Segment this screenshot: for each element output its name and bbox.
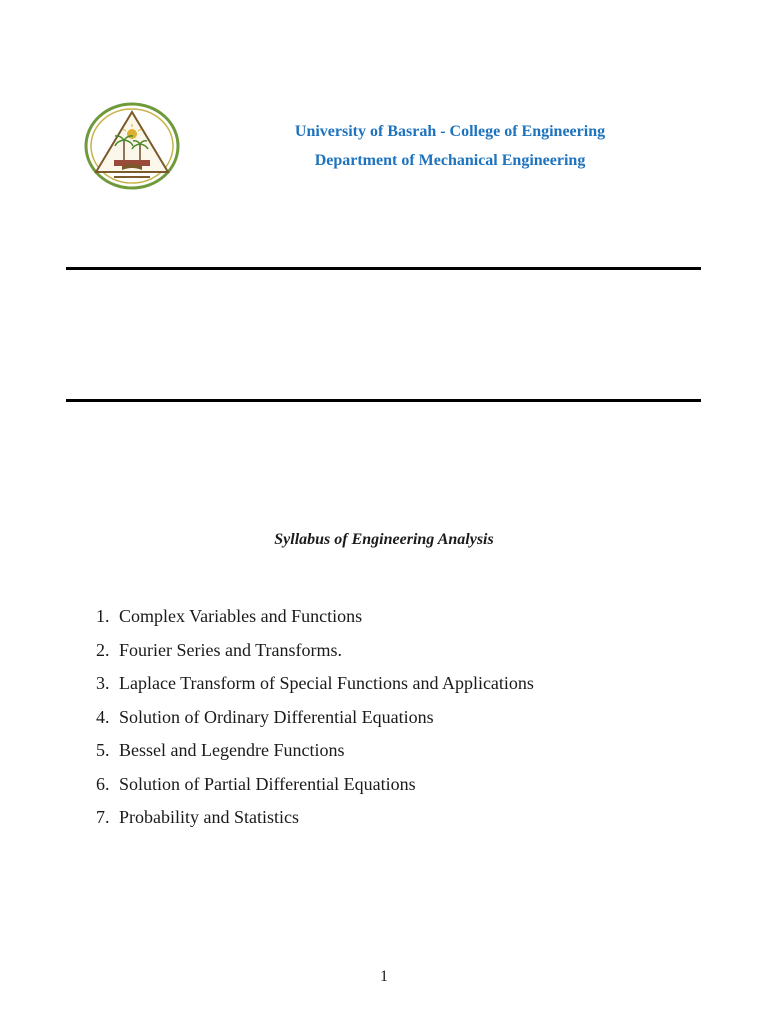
header-divider-bottom xyxy=(66,399,701,402)
topic-number: 4. xyxy=(96,706,110,727)
topic-number: 7. xyxy=(96,807,110,827)
syllabus-topic-list xyxy=(96,603,534,838)
topic-label: Bessel and Legendre Functions xyxy=(119,740,345,760)
topic-number: 5. xyxy=(96,740,110,760)
header-divider-top xyxy=(66,267,701,270)
list-item xyxy=(96,637,534,671)
topic-number: 1. xyxy=(96,606,110,626)
topic-number: 6. xyxy=(96,773,110,794)
page-number: 1 xyxy=(380,968,388,985)
list-item xyxy=(96,670,534,704)
syllabus-title: Syllabus of Engineering Analysis xyxy=(274,531,494,548)
topic-label: Solution of Partial Differential Equations xyxy=(119,773,416,794)
topic-label: Complex Variables and Functions xyxy=(119,606,363,626)
department-title: Department of Mechanical Engineering xyxy=(314,152,586,169)
list-item xyxy=(96,804,534,838)
university-seal-icon xyxy=(68,100,196,192)
topic-label: Laplace Transform of Special Functions and Applications xyxy=(119,673,534,693)
topic-label: Fourier Series and Transforms. xyxy=(119,639,342,660)
list-item xyxy=(96,704,534,738)
list-item xyxy=(96,603,534,637)
topic-label: Probability and Statistics xyxy=(119,807,299,827)
university-title: University of Basrah - College of Engineering xyxy=(294,123,606,140)
institution-header xyxy=(230,117,670,175)
topic-number: 3. xyxy=(96,673,110,693)
list-item xyxy=(96,771,534,805)
list-item xyxy=(96,737,534,771)
topic-label: Solution of Ordinary Differential Equations xyxy=(119,706,434,727)
topic-number: 2. xyxy=(96,639,110,660)
